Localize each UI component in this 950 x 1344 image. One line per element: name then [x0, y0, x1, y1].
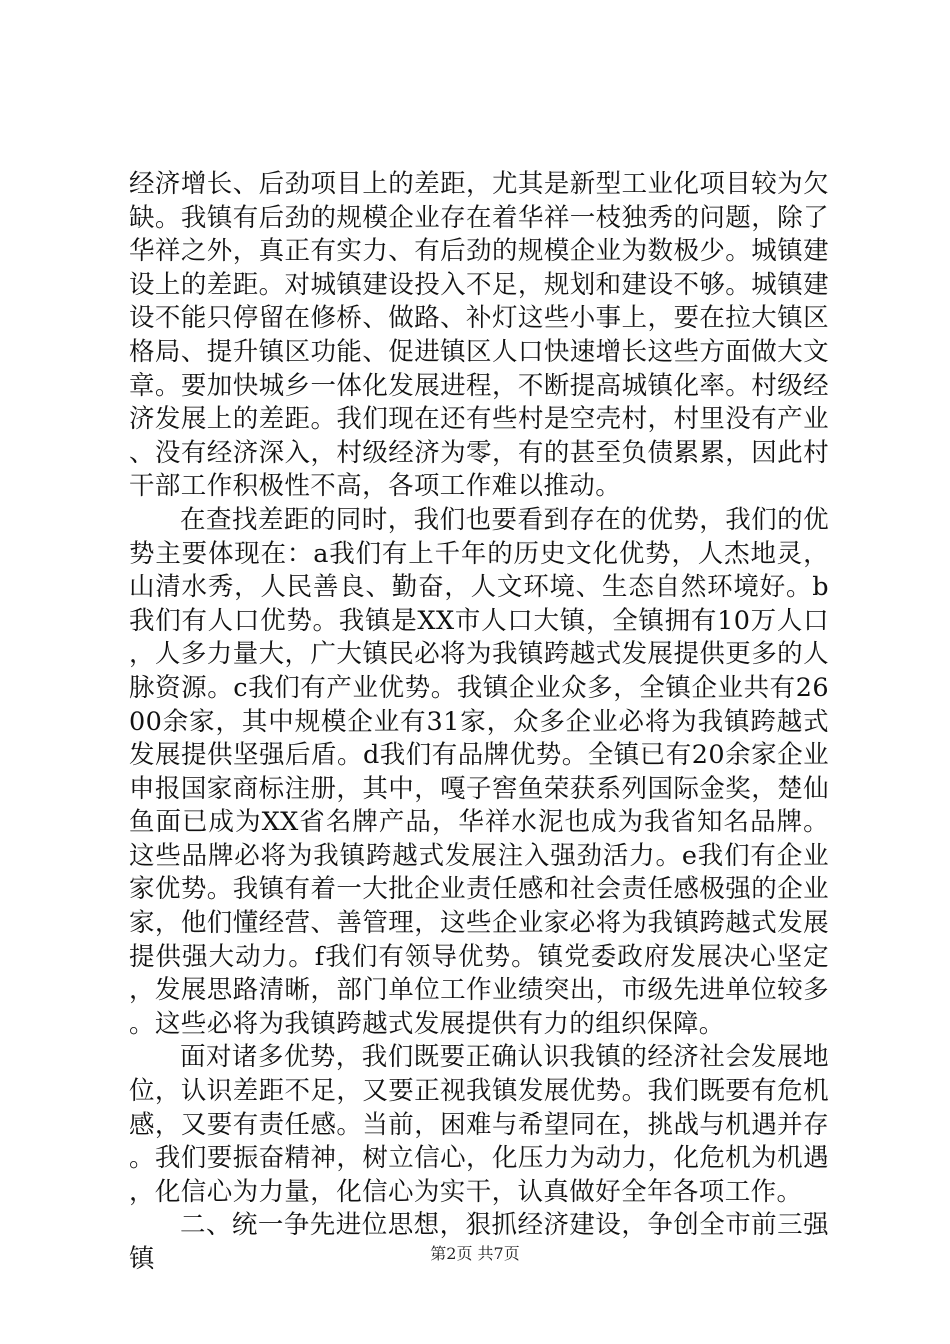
paragraph-urban-gap: 经济增长、后劲项目上的差距，尤其是新型工业化项目较为欠缺。我镇有后劲的规模企业存在着华祥一枝独秀的问题，除了华祥之外，真正有实力、有后劲的规模企业为数极少。城镇建设上的差距。对城镇建设投入不足，规划和建设不够。城镇建设不能只停留在修桥、做路、补灯这些小事上，要在拉大镇区格局、提升镇区功能、促进镇区人口快速增长这些方面做大文章。要加快城乡一体化发展进程，不断提高城镇化率。村级经济发展上的差距。我们现在还有些村是空壳村，村里没有产业、没有经济深入，村级经济为零，有的甚至负债累累，因此村干部工作积极性不高，各项工作难以推动。	[129, 169, 829, 502]
page-footer	[0, 1244, 950, 1264]
paragraph-awareness: 面对诸多优势，我们既要正确认识我镇的经济社会发展地位，认识差距不足，又要正视我镇发展优势。我们既要有危机感，又要有责任感。当前，困难与希望同在，挑战与机遇并存。我们要振奋精神，树立信心，化压力为动力，化危机为机遇，化信心为力量，化信心为实干，认真做好全年各项工作。	[129, 1042, 829, 1207]
paragraph-advantages: 在查找差距的同时，我们也要看到存在的优势，我们的优势主要体现在：a我们有上千年的历史文化优势，人杰地灵，山清水秀，人民善良、勤奋，人文环境、生态自然环境好。b我们有人口优势。我镇是XX市人口大镇，全镇拥有10万人口，人多力量大，广大镇民必将为我镇跨越式发展提供更多的人脉资源。c我们有产业优势。我镇企业众多，全镇企业共有2600余家，其中规模企业有31家，众多企业必将为我镇跨越式发展提供坚强后盾。d我们有品牌优势。全镇已有20余家企业申报国家商标注册，其中，嘎子窖鱼荣获系列国际金奖，楚仙鱼面已成为XX省名牌产品，华祥水泥也成为我省知名品牌。这些品牌必将为我镇跨越式发展注入强劲活力。e我们有企业家优势。我镇有着一大批企业责任感和社会责任感极强的企业家，他们懂经营、善管理，这些企业家必将为我镇跨越式发展提供强大动力。f我们有领导优势。镇党委政府发展决心坚定，发展思路清晰，部门单位工作业绩突出，市级先进单位较多。这些必将为我镇跨越式发展提供有力的组织保障。	[129, 504, 829, 1039]
document-body	[129, 168, 829, 1277]
page-number: 第2页 共7页	[430, 1244, 520, 1263]
section-heading-two: 二、统一争先进位思想，狠抓经济建设，争创全市前三强镇	[129, 1210, 829, 1274]
